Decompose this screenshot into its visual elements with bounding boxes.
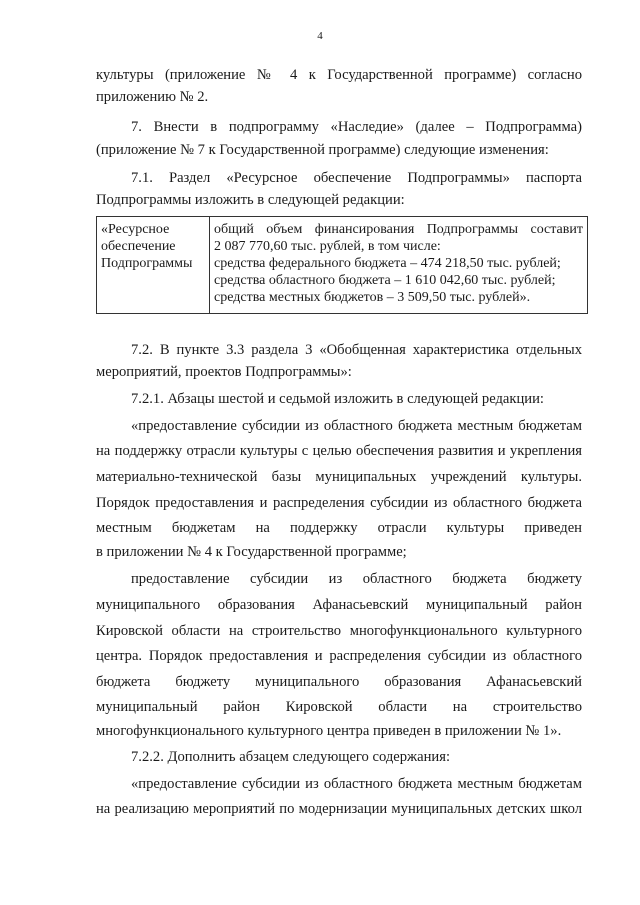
paragraph-line: приложению № 2. (96, 89, 209, 105)
value-line: средства местных бюджетов – 3 509,50 тыс. рублей». (214, 290, 531, 305)
paragraph-line: на поддержку отрасли культуры с целью обеспечения развития и укрепления (96, 443, 582, 459)
value-line: 2 087 770,60 тыс. рублей, в том числе: (214, 239, 441, 254)
paragraph-line: 7.2.2. Дополнить абзацем следующего содержания: (131, 749, 451, 765)
paragraph-line: в приложении № 4 к Государственной программе; (96, 544, 407, 560)
resource-value-cell (210, 217, 588, 314)
paragraph-line: материально-технической базы муниципальных учреждений культуры. (96, 469, 582, 485)
paragraph-line: (приложение № 7 к Государственной программе) следующие изменения: (96, 142, 549, 158)
value-line: средства областного бюджета – 1 610 042,60 тыс. рублей; (214, 273, 556, 288)
paragraph-line: Кировской области на строительство многофункционального культурного (96, 623, 582, 639)
label-line: «Ресурсное (101, 222, 170, 237)
resource-label-cell (97, 217, 210, 314)
label-line: обеспечение (101, 239, 176, 254)
paragraph-line: многофункционального культурного центра приведен в приложении № 1». (96, 723, 562, 739)
paragraph-line: «предоставление субсидии из областного бюджета местным бюджетам (131, 418, 582, 434)
paragraph-line: 7.2.1. Абзацы шестой и седьмой изложить в следующей редакции: (131, 391, 544, 407)
paragraph-line: 7.2. В пункте 3.3 раздела 3 «Обобщенная характеристика отдельных (131, 342, 582, 358)
paragraph-line: муниципальный район Кировской области на строительство (96, 699, 582, 715)
paragraph-line: 7. Внести в подпрограмму «Наследие» (далее – Подпрограмма) (131, 119, 582, 135)
label-line: Подпрограммы (101, 256, 193, 271)
resource-provision-table (96, 216, 588, 314)
paragraph-line: Подпрограммы изложить в следующей редакции: (96, 192, 405, 208)
value-line: общий объем финансирования Подпрограммы составит (214, 222, 583, 237)
paragraph-line: на реализацию мероприятий по модернизации муниципальных детских школ (96, 801, 582, 817)
paragraph-line: центра. Порядок предоставления и распределения субсидии из областного (96, 648, 582, 664)
paragraph-line: предоставление субсидии из областного бюджета бюджету (131, 571, 582, 587)
value-line: средства федерального бюджета – 474 218,50 тыс. рублей; (214, 256, 561, 271)
paragraph-line: «предоставление субсидии из областного бюджета местным бюджетам (131, 776, 582, 792)
paragraph-line: Порядок предоставления и распределения субсидии из областного бюджета (96, 495, 582, 511)
paragraph-line: мероприятий, проектов Подпрограммы»: (96, 364, 352, 380)
paragraph-line: местным бюджетам на поддержку отрасли культуры приведен (96, 520, 582, 536)
paragraph-line: бюджета бюджету муниципального образования Афанасьевский (96, 674, 582, 690)
paragraph-line: 7.1. Раздел «Ресурсное обеспечение Подпрограммы» паспорта (131, 170, 582, 186)
paragraph-line: культуры (приложение № 4 к Государственной программе) согласно (96, 67, 582, 83)
page-number: 4 (317, 30, 323, 42)
paragraph-line: муниципального образования Афанасьевский муниципальный район (96, 597, 582, 613)
